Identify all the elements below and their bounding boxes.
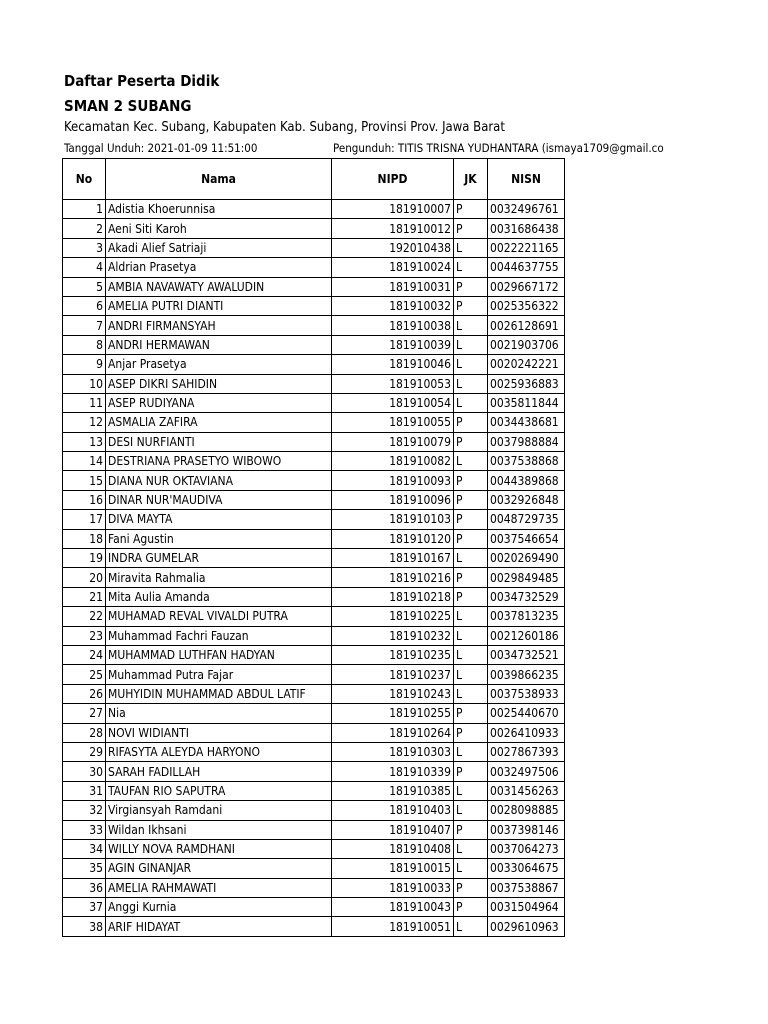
cell-jk: L — [454, 742, 488, 761]
column-header-nisn: NISN — [488, 159, 565, 200]
cell-nipd: 181910093 — [332, 471, 454, 490]
table-row — [63, 452, 565, 471]
cell-jk: L — [454, 801, 488, 820]
table-row — [63, 374, 565, 393]
cell-no: 4 — [63, 258, 106, 277]
cell-nisn: 0037988884 — [488, 432, 565, 451]
table-row — [63, 742, 565, 761]
cell-no: 15 — [63, 471, 106, 490]
cell-nisn: 0031686438 — [488, 219, 565, 238]
cell-jk: L — [454, 607, 488, 626]
cell-nisn: 0037538933 — [488, 684, 565, 703]
cell-nisn: 0037546654 — [488, 529, 565, 548]
table-row — [63, 200, 565, 219]
table-row — [63, 665, 565, 684]
cell-nisn: 0037064273 — [488, 839, 565, 858]
cell-nisn: 0032497506 — [488, 762, 565, 781]
table-row — [63, 471, 565, 490]
student-table — [62, 158, 565, 937]
cell-nisn: 0037398146 — [488, 820, 565, 839]
cell-no: 35 — [63, 859, 106, 878]
column-header-jk: JK — [454, 159, 488, 200]
cell-nipd: 181910007 — [332, 200, 454, 219]
table-row — [63, 762, 565, 781]
cell-nama: SARAH FADILLAH — [106, 762, 332, 781]
cell-nisn: 0039866235 — [488, 665, 565, 684]
cell-nisn: 0034732521 — [488, 645, 565, 664]
cell-nisn: 0026410933 — [488, 723, 565, 742]
cell-jk: P — [454, 878, 488, 897]
cell-nama: ASEP DIKRI SAHIDIN — [106, 374, 332, 393]
cell-nama: ASEP RUDIYANA — [106, 393, 332, 412]
cell-nipd: 181910082 — [332, 452, 454, 471]
table-row — [63, 529, 565, 548]
cell-no: 11 — [63, 393, 106, 412]
cell-no: 3 — [63, 238, 106, 257]
cell-no: 20 — [63, 568, 106, 587]
table-row — [63, 393, 565, 412]
cell-nipd: 181910015 — [332, 859, 454, 878]
cell-jk: L — [454, 335, 488, 354]
cell-nipd: 181910053 — [332, 374, 454, 393]
cell-nisn: 0033064675 — [488, 859, 565, 878]
cell-nisn: 0032496761 — [488, 200, 565, 219]
cell-no: 27 — [63, 704, 106, 723]
cell-no: 28 — [63, 723, 106, 742]
cell-jk: P — [454, 471, 488, 490]
cell-nisn: 0031456263 — [488, 781, 565, 800]
table-row — [63, 898, 565, 917]
downloader-info: Pengunduh: TITIS TRISNA YUDHANTARA (ismaya1709@gmail.co — [333, 141, 664, 155]
cell-nipd: 181910032 — [332, 296, 454, 315]
cell-nipd: 181910024 — [332, 258, 454, 277]
cell-nama: AMELIA RAHMAWATI — [106, 878, 332, 897]
cell-no: 23 — [63, 626, 106, 645]
cell-no: 29 — [63, 742, 106, 761]
cell-nisn: 0031504964 — [488, 898, 565, 917]
cell-nipd: 181910403 — [332, 801, 454, 820]
table-row — [63, 490, 565, 509]
cell-no: 7 — [63, 316, 106, 335]
cell-nama: DIVA MAYTA — [106, 510, 332, 529]
cell-nipd: 181910408 — [332, 839, 454, 858]
cell-nisn: 0025440670 — [488, 704, 565, 723]
cell-jk: P — [454, 723, 488, 742]
table-row — [63, 917, 565, 936]
school-name: SMAN 2 SUBANG — [64, 97, 192, 115]
table-row — [63, 626, 565, 645]
cell-no: 25 — [63, 665, 106, 684]
cell-no: 16 — [63, 490, 106, 509]
table-row — [63, 587, 565, 606]
cell-nama: MUHYIDIN MUHAMMAD ABDUL LATIF — [106, 684, 332, 703]
cell-nipd: 181910385 — [332, 781, 454, 800]
cell-no: 10 — [63, 374, 106, 393]
header-row — [63, 159, 565, 200]
cell-nipd: 181910264 — [332, 723, 454, 742]
table-row — [63, 258, 565, 277]
cell-nipd: 181910303 — [332, 742, 454, 761]
cell-no: 6 — [63, 296, 106, 315]
cell-nama: Virgiansyah Ramdani — [106, 801, 332, 820]
cell-jk: L — [454, 626, 488, 645]
document-title: Daftar Peserta Didik — [64, 72, 220, 90]
cell-jk: P — [454, 219, 488, 238]
cell-nipd: 181910235 — [332, 645, 454, 664]
cell-nipd: 181910103 — [332, 510, 454, 529]
table-row — [63, 723, 565, 742]
cell-nipd: 181910039 — [332, 335, 454, 354]
cell-nipd: 181910046 — [332, 355, 454, 374]
cell-jk: P — [454, 277, 488, 296]
cell-no: 37 — [63, 898, 106, 917]
cell-no: 31 — [63, 781, 106, 800]
cell-nisn: 0044389868 — [488, 471, 565, 490]
cell-nama: NOVI WIDIANTI — [106, 723, 332, 742]
cell-nama: ANDRI FIRMANSYAH — [106, 316, 332, 335]
cell-nama: MUHAMAD REVAL VIVALDI PUTRA — [106, 607, 332, 626]
cell-jk: P — [454, 898, 488, 917]
cell-nipd: 181910339 — [332, 762, 454, 781]
cell-nama: INDRA GUMELAR — [106, 549, 332, 568]
cell-nama: Miravita Rahmalia — [106, 568, 332, 587]
cell-jk: L — [454, 684, 488, 703]
cell-nisn: 0022221165 — [488, 238, 565, 257]
cell-nisn: 0037813235 — [488, 607, 565, 626]
cell-nisn: 0048729735 — [488, 510, 565, 529]
cell-nisn: 0044637755 — [488, 258, 565, 277]
cell-jk: P — [454, 762, 488, 781]
table-row — [63, 801, 565, 820]
column-header-nama: Nama — [106, 159, 332, 200]
cell-nipd: 181910216 — [332, 568, 454, 587]
cell-jk: L — [454, 917, 488, 936]
cell-no: 2 — [63, 219, 106, 238]
cell-nisn: 0029667172 — [488, 277, 565, 296]
cell-nipd: 181910237 — [332, 665, 454, 684]
cell-nipd: 181910407 — [332, 820, 454, 839]
cell-jk: P — [454, 820, 488, 839]
cell-no: 32 — [63, 801, 106, 820]
cell-jk: L — [454, 665, 488, 684]
cell-nipd: 181910031 — [332, 277, 454, 296]
cell-nipd: 181910054 — [332, 393, 454, 412]
table-row — [63, 335, 565, 354]
cell-nipd: 192010438 — [332, 238, 454, 257]
cell-nama: Wildan Ikhsani — [106, 820, 332, 839]
table-row — [63, 839, 565, 858]
cell-nisn: 0020242221 — [488, 355, 565, 374]
cell-nisn: 0025936883 — [488, 374, 565, 393]
cell-jk: L — [454, 549, 488, 568]
table-row — [63, 684, 565, 703]
cell-nisn: 0021903706 — [488, 335, 565, 354]
cell-nipd: 181910255 — [332, 704, 454, 723]
cell-no: 18 — [63, 529, 106, 548]
cell-no: 21 — [63, 587, 106, 606]
cell-jk: P — [454, 413, 488, 432]
cell-nama: Fani Agustin — [106, 529, 332, 548]
cell-nama: AMELIA PUTRI DIANTI — [106, 296, 332, 315]
column-header-no: No — [63, 159, 106, 200]
table-header — [63, 159, 565, 200]
cell-nama: ANDRI HERMAWAN — [106, 335, 332, 354]
cell-nama: Anjar Prasetya — [106, 355, 332, 374]
cell-jk: P — [454, 704, 488, 723]
cell-nama: Akadi Alief Satriaji — [106, 238, 332, 257]
cell-nisn: 0028098885 — [488, 801, 565, 820]
cell-nipd: 181910232 — [332, 626, 454, 645]
cell-nisn: 0032926848 — [488, 490, 565, 509]
cell-no: 24 — [63, 645, 106, 664]
table-row — [63, 859, 565, 878]
table-row — [63, 820, 565, 839]
cell-jk: L — [454, 781, 488, 800]
cell-nama: WILLY NOVA RAMDHANI — [106, 839, 332, 858]
cell-nisn: 0025356322 — [488, 296, 565, 315]
cell-jk: L — [454, 859, 488, 878]
cell-nisn: 0020269490 — [488, 549, 565, 568]
cell-nipd: 181910167 — [332, 549, 454, 568]
cell-jk: L — [454, 452, 488, 471]
table-row — [63, 549, 565, 568]
cell-jk: P — [454, 568, 488, 587]
table-row — [63, 413, 565, 432]
cell-nisn: 0037538868 — [488, 452, 565, 471]
cell-no: 30 — [63, 762, 106, 781]
cell-nipd: 181910218 — [332, 587, 454, 606]
school-address: Kecamatan Kec. Subang, Kabupaten Kab. Subang, Provinsi Prov. Jawa Barat — [64, 120, 505, 135]
cell-jk: P — [454, 432, 488, 451]
column-header-nipd: NIPD — [332, 159, 454, 200]
table-row — [63, 510, 565, 529]
table-row — [63, 607, 565, 626]
cell-jk: L — [454, 393, 488, 412]
cell-nama: Anggi Kurnia — [106, 898, 332, 917]
cell-nama: Adistia Khoerunnisa — [106, 200, 332, 219]
cell-jk: P — [454, 529, 488, 548]
cell-no: 33 — [63, 820, 106, 839]
cell-no: 26 — [63, 684, 106, 703]
cell-jk: P — [454, 200, 488, 219]
cell-nama: DESI NURFIANTI — [106, 432, 332, 451]
cell-no: 34 — [63, 839, 106, 858]
cell-nisn: 0026128691 — [488, 316, 565, 335]
cell-nisn: 0029610963 — [488, 917, 565, 936]
cell-nisn: 0035811844 — [488, 393, 565, 412]
table-row — [63, 277, 565, 296]
cell-no: 5 — [63, 277, 106, 296]
cell-jk: L — [454, 645, 488, 664]
cell-nama: MUHAMMAD LUTHFAN HADYAN — [106, 645, 332, 664]
cell-nipd: 181910051 — [332, 917, 454, 936]
cell-nipd: 181910096 — [332, 490, 454, 509]
table-row — [63, 781, 565, 800]
cell-jk: L — [454, 374, 488, 393]
cell-jk: P — [454, 490, 488, 509]
table-row — [63, 219, 565, 238]
table-row — [63, 568, 565, 587]
cell-nipd: 181910012 — [332, 219, 454, 238]
cell-no: 13 — [63, 432, 106, 451]
cell-nama: Mita Aulia Amanda — [106, 587, 332, 606]
cell-nama: AGIN GINANJAR — [106, 859, 332, 878]
table-row — [63, 704, 565, 723]
table-row — [63, 355, 565, 374]
cell-nipd: 181910225 — [332, 607, 454, 626]
cell-jk: L — [454, 238, 488, 257]
cell-jk: P — [454, 587, 488, 606]
cell-nipd: 181910079 — [332, 432, 454, 451]
cell-nipd: 181910055 — [332, 413, 454, 432]
table-row — [63, 238, 565, 257]
cell-nisn: 0021260186 — [488, 626, 565, 645]
cell-nama: DESTRIANA PRASETYO WIBOWO — [106, 452, 332, 471]
cell-jk: L — [454, 316, 488, 335]
table-row — [63, 296, 565, 315]
cell-nama: AMBIA NAVAWATY AWALUDIN — [106, 277, 332, 296]
cell-jk: L — [454, 355, 488, 374]
cell-nama: ARIF HIDAYAT — [106, 917, 332, 936]
cell-nama: DINAR NUR'MAUDIVA — [106, 490, 332, 509]
table-body — [63, 200, 565, 937]
cell-nipd: 181910243 — [332, 684, 454, 703]
cell-jk: P — [454, 510, 488, 529]
cell-nisn: 0034732529 — [488, 587, 565, 606]
cell-no: 38 — [63, 917, 106, 936]
cell-nama: Aeni Siti Karoh — [106, 219, 332, 238]
cell-no: 14 — [63, 452, 106, 471]
cell-nisn: 0027867393 — [488, 742, 565, 761]
cell-nisn: 0029849485 — [488, 568, 565, 587]
cell-no: 9 — [63, 355, 106, 374]
cell-jk: P — [454, 296, 488, 315]
table-row — [63, 316, 565, 335]
cell-nama: RIFASYTA ALEYDA HARYONO — [106, 742, 332, 761]
table-row — [63, 645, 565, 664]
cell-jk: L — [454, 839, 488, 858]
table-row — [63, 432, 565, 451]
cell-nama: DIANA NUR OKTAVIANA — [106, 471, 332, 490]
cell-jk: L — [454, 258, 488, 277]
cell-nama: Muhammad Putra Fajar — [106, 665, 332, 684]
cell-nama: Nia — [106, 704, 332, 723]
cell-nipd: 181910043 — [332, 898, 454, 917]
cell-no: 36 — [63, 878, 106, 897]
cell-no: 19 — [63, 549, 106, 568]
cell-no: 22 — [63, 607, 106, 626]
cell-nama: TAUFAN RIO SAPUTRA — [106, 781, 332, 800]
cell-nipd: 181910033 — [332, 878, 454, 897]
cell-nipd: 181910038 — [332, 316, 454, 335]
cell-no: 8 — [63, 335, 106, 354]
cell-no: 17 — [63, 510, 106, 529]
download-date: Tanggal Unduh: 2021-01-09 11:51:00 — [64, 141, 258, 155]
cell-nisn: 0034438681 — [488, 413, 565, 432]
table-row — [63, 878, 565, 897]
cell-nipd: 181910120 — [332, 529, 454, 548]
cell-nama: Aldrian Prasetya — [106, 258, 332, 277]
cell-no: 12 — [63, 413, 106, 432]
cell-nama: Muhammad Fachri Fauzan — [106, 626, 332, 645]
cell-no: 1 — [63, 200, 106, 219]
cell-nisn: 0037538867 — [488, 878, 565, 897]
cell-nama: ASMALIA ZAFIRA — [106, 413, 332, 432]
